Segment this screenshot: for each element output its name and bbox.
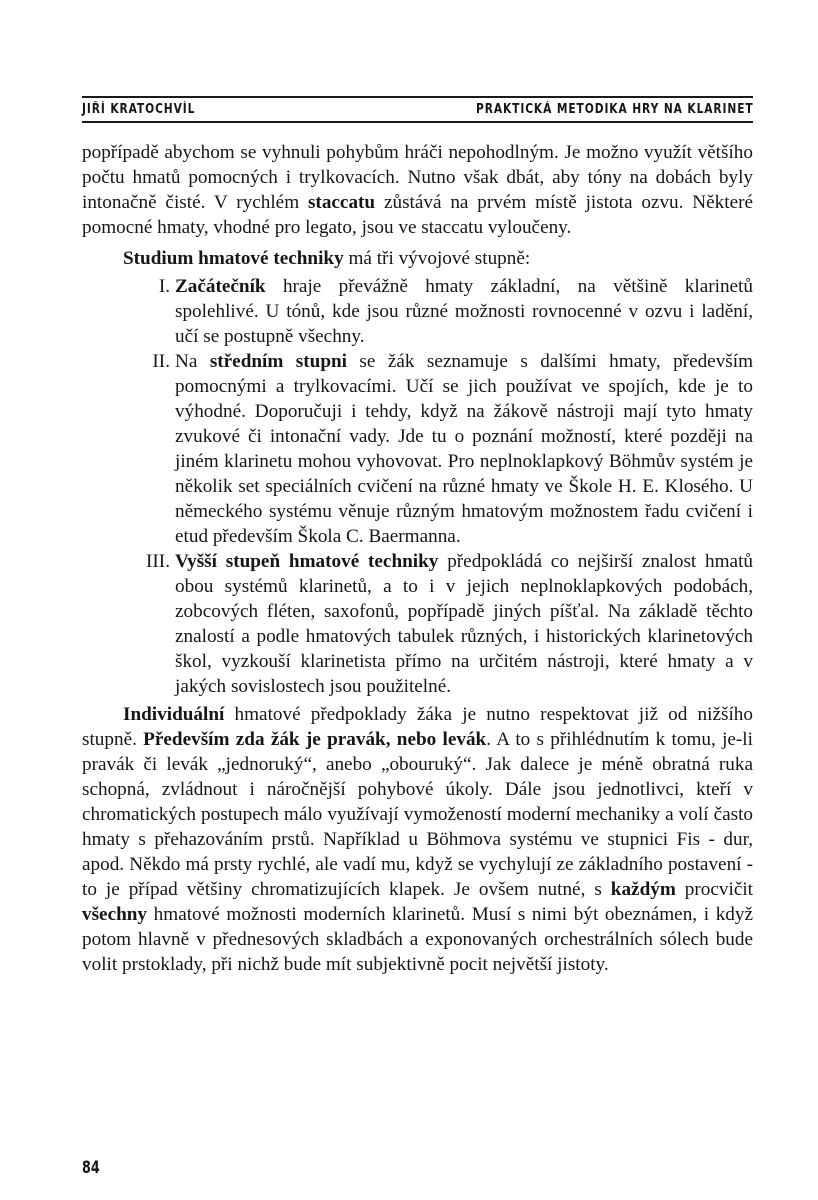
- text-run: hmatové předpoklady žáka je nutno respektovat již od nižšího stupně.: [82, 704, 753, 750]
- paragraph-individual: [82, 702, 753, 977]
- running-head-title: PRAKTICKÁ METODIKA HRY NA KLARINET: [476, 102, 754, 117]
- bold-term: Především zda žák je pravák, nebo levák: [143, 729, 487, 750]
- paragraph-study-stages: [82, 246, 753, 271]
- bold-term: Individuální: [123, 704, 225, 725]
- text-run: popřípadě abychom se vyhnuli pohybům hráči nepohodlným. Je možno využít většího počtu hmatů pomocných i trylkovacích. Nutno však dbát, aby tóny na dobách byly intonačně čisté. V rychlém: [82, 142, 753, 213]
- list-numeral: II.: [152, 351, 170, 372]
- stages-list: [82, 274, 753, 699]
- list-numeral: I.: [158, 276, 170, 297]
- page-number: 84: [82, 1158, 100, 1178]
- list-numeral: III.: [146, 551, 170, 572]
- bold-term: všechny: [82, 904, 148, 925]
- text-run: hmatové možnosti moderních klarinetů. Musí s nimi být obeznámen, i když potom hlavně v přednesových skladbách a exponovaných orchestrálních sólech bude volit prstoklady, při nichž bude mít subjektivně pocit největší jistoty.: [82, 904, 753, 975]
- header-rule-bottom: [82, 121, 753, 123]
- list-item-stage-2: [82, 349, 753, 549]
- bold-term: každým: [610, 879, 676, 900]
- bold-term: středním stupni: [209, 351, 347, 372]
- text-run: hraje převážně hmaty základní, na většině klarinetů spolehlivé. U tónů, kde jsou různé možnosti rovnocenné v ozvu i ladění, učí se postupně všechny.: [175, 276, 753, 347]
- running-head: [82, 100, 754, 120]
- text-run: Na: [175, 351, 210, 372]
- paragraph-staccato: [82, 140, 753, 240]
- text-run: má tři vývojové stupně:: [343, 248, 531, 269]
- bold-term: Začátečník: [175, 276, 266, 297]
- list-item-stage-3: [82, 549, 753, 699]
- text-run: se žák seznamuje s dalšími hmaty, především pomocnými a trylkovacími. Učí se jich používat ve spojích, kde je to výhodné. Doporučuji i tehdy, když na žákově nástroji mají tyto hmaty zvukové či intonační vady. Jde tu o poznání možností, které později na jiném klarinetu mohou vyhovovat. Pro neplnoklapkový Böhmův systém je několik set speciálních cvičení na různé hmaty ve Škole H. E. Klosého. U německého systému věnuje různým hmatovým možnostem řadu cvičení i etud především Škola C. Baermanna.: [175, 351, 754, 547]
- bold-term: Studium hmatové techniky: [123, 248, 344, 269]
- list-item-stage-1: [82, 274, 753, 349]
- bold-term: staccatu: [307, 192, 376, 213]
- text-run: předpokládá co nejširší znalost hmatů obou systémů klarinetů, a to i v jejich neplnoklapkových podobách, zobcových fléten, saxofonů, popřípadě jiných píšťal. Na základě těchto znalostí a podle hmatových tabulek různých, i historických klarinetových škol, vyzkouší klarinetista přímo na určitém nástroji, které hmaty a v jakých sovislostech jsou použitelné.: [175, 551, 753, 697]
- running-head-author: JIŘÍ KRATOCHVÍL: [82, 102, 196, 117]
- text-run: zůstává na prvém místě jistota ozvu. Některé pomocné hmaty, vhodné pro legato, jsou ve staccatu vyloučeny.: [82, 192, 753, 238]
- bold-term: Vyšší stupeň hmatové techniky: [175, 551, 439, 572]
- text-run: . A to s přihlédnutím k tomu, je-li pravák či levák „jednoruký“, anebo „obouruký“. Jak dalece je méně obratná ruka schopná, zvládnout i náročnější pohybové úkoly. Dále jsou jednotlivci, kteří v chromatických postupech málo využívají vymožeností moderní mechaniky a volí často hmaty s přehazováním prstů. Například u Böhmova systému ve stupnici Fis - dur, apod. Někdo má prsty rychlé, ale vadí mu, když se vychylují ze základního postavení - to je případ většiny chromatizujících klapek. Je ovšem nutné, s: [82, 729, 753, 900]
- header-rule-top: [82, 96, 753, 98]
- body-text: [82, 140, 753, 977]
- text-run: procvičit: [675, 879, 753, 900]
